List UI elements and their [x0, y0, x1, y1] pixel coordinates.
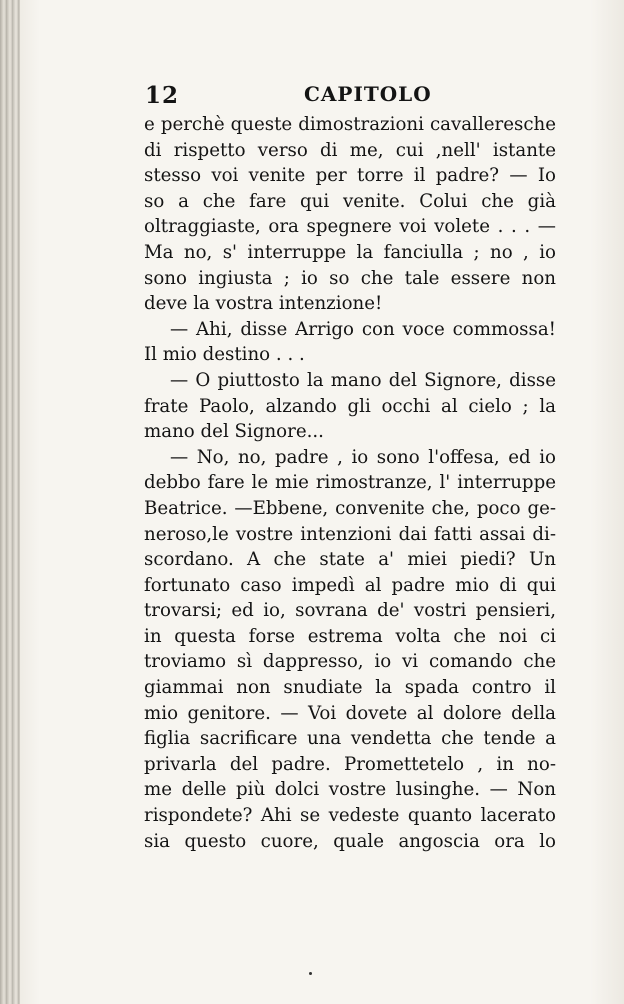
text-line: debbo fare le mie rimostranze, l' interruppe [144, 472, 556, 494]
text-line: Il mio destino . . . [144, 344, 305, 366]
text-line: frate Paolo, alzando gli occhi al cielo ; la [144, 395, 556, 417]
running-head: CAPITOLO [304, 82, 432, 106]
text-line: figlia sacrificare una vendetta che tende a [144, 728, 556, 750]
text-line: mano del Signore... [144, 421, 324, 443]
text-line: Beatrice. —Ebbene, convenite che, poco ge- [144, 497, 556, 519]
text-line: di rispetto verso di me, cui ,nell' istante [144, 139, 556, 161]
text-line: giammai non snudiate la spada contro il [144, 677, 556, 699]
text-line: rispondete? Ahi se vedeste quanto lacerato [144, 805, 556, 827]
text-line: — Ahi, disse Arrigo con voce commossa! [170, 318, 556, 340]
page-number: 12 [145, 82, 180, 109]
text-line: in questa forse estrema volta che noi ci [144, 625, 556, 647]
text-line: troviamo sì dappresso, io vi comando che [144, 651, 556, 673]
text-line: privarla del padre. Promettetelo , in no- [144, 753, 556, 775]
text-line: — O piuttosto la mano del Signore, disse [170, 369, 556, 391]
page-binding-edge [0, 0, 20, 1004]
print-dot [309, 972, 312, 975]
text-line: oltraggiaste, ora spegnere voi volete . . . — [144, 216, 556, 238]
text-line: sono ingiusta ; io so che tale essere non [144, 267, 556, 289]
text-line: scordano. A che state a' miei piedi? Un [144, 549, 556, 571]
text-line: neroso,le vostre intenzioni dai fatti assai di- [144, 523, 556, 545]
text-line: stesso voi venite per torre il padre? — Io [144, 165, 556, 187]
body-text [144, 112, 556, 854]
page-header [145, 82, 555, 116]
text-line: — No, no, padre , io sono l'offesa, ed io [170, 446, 556, 468]
text-line: e perchè queste dimostrazioni cavalleresche [144, 114, 556, 135]
text-line: fortunato caso impedì al padre mio di qui [144, 574, 556, 596]
text-line: me delle più dolci vostre lusinghe. — Non [144, 779, 556, 801]
text-line: Ma no, s' interruppe la fanciulla ; no , io [144, 241, 556, 263]
text-line: sia questo cuore, quale angoscia ora lo [144, 830, 556, 852]
text-line: trovarsi; ed io, sovrana de' vostri pensieri, [144, 600, 556, 622]
text-line: mio genitore. — Voi dovete al dolore della [144, 702, 556, 724]
text-line: so a che fare qui venite. Colui che già [144, 190, 556, 212]
text-line: deve la vostra intenzione! [144, 293, 383, 315]
